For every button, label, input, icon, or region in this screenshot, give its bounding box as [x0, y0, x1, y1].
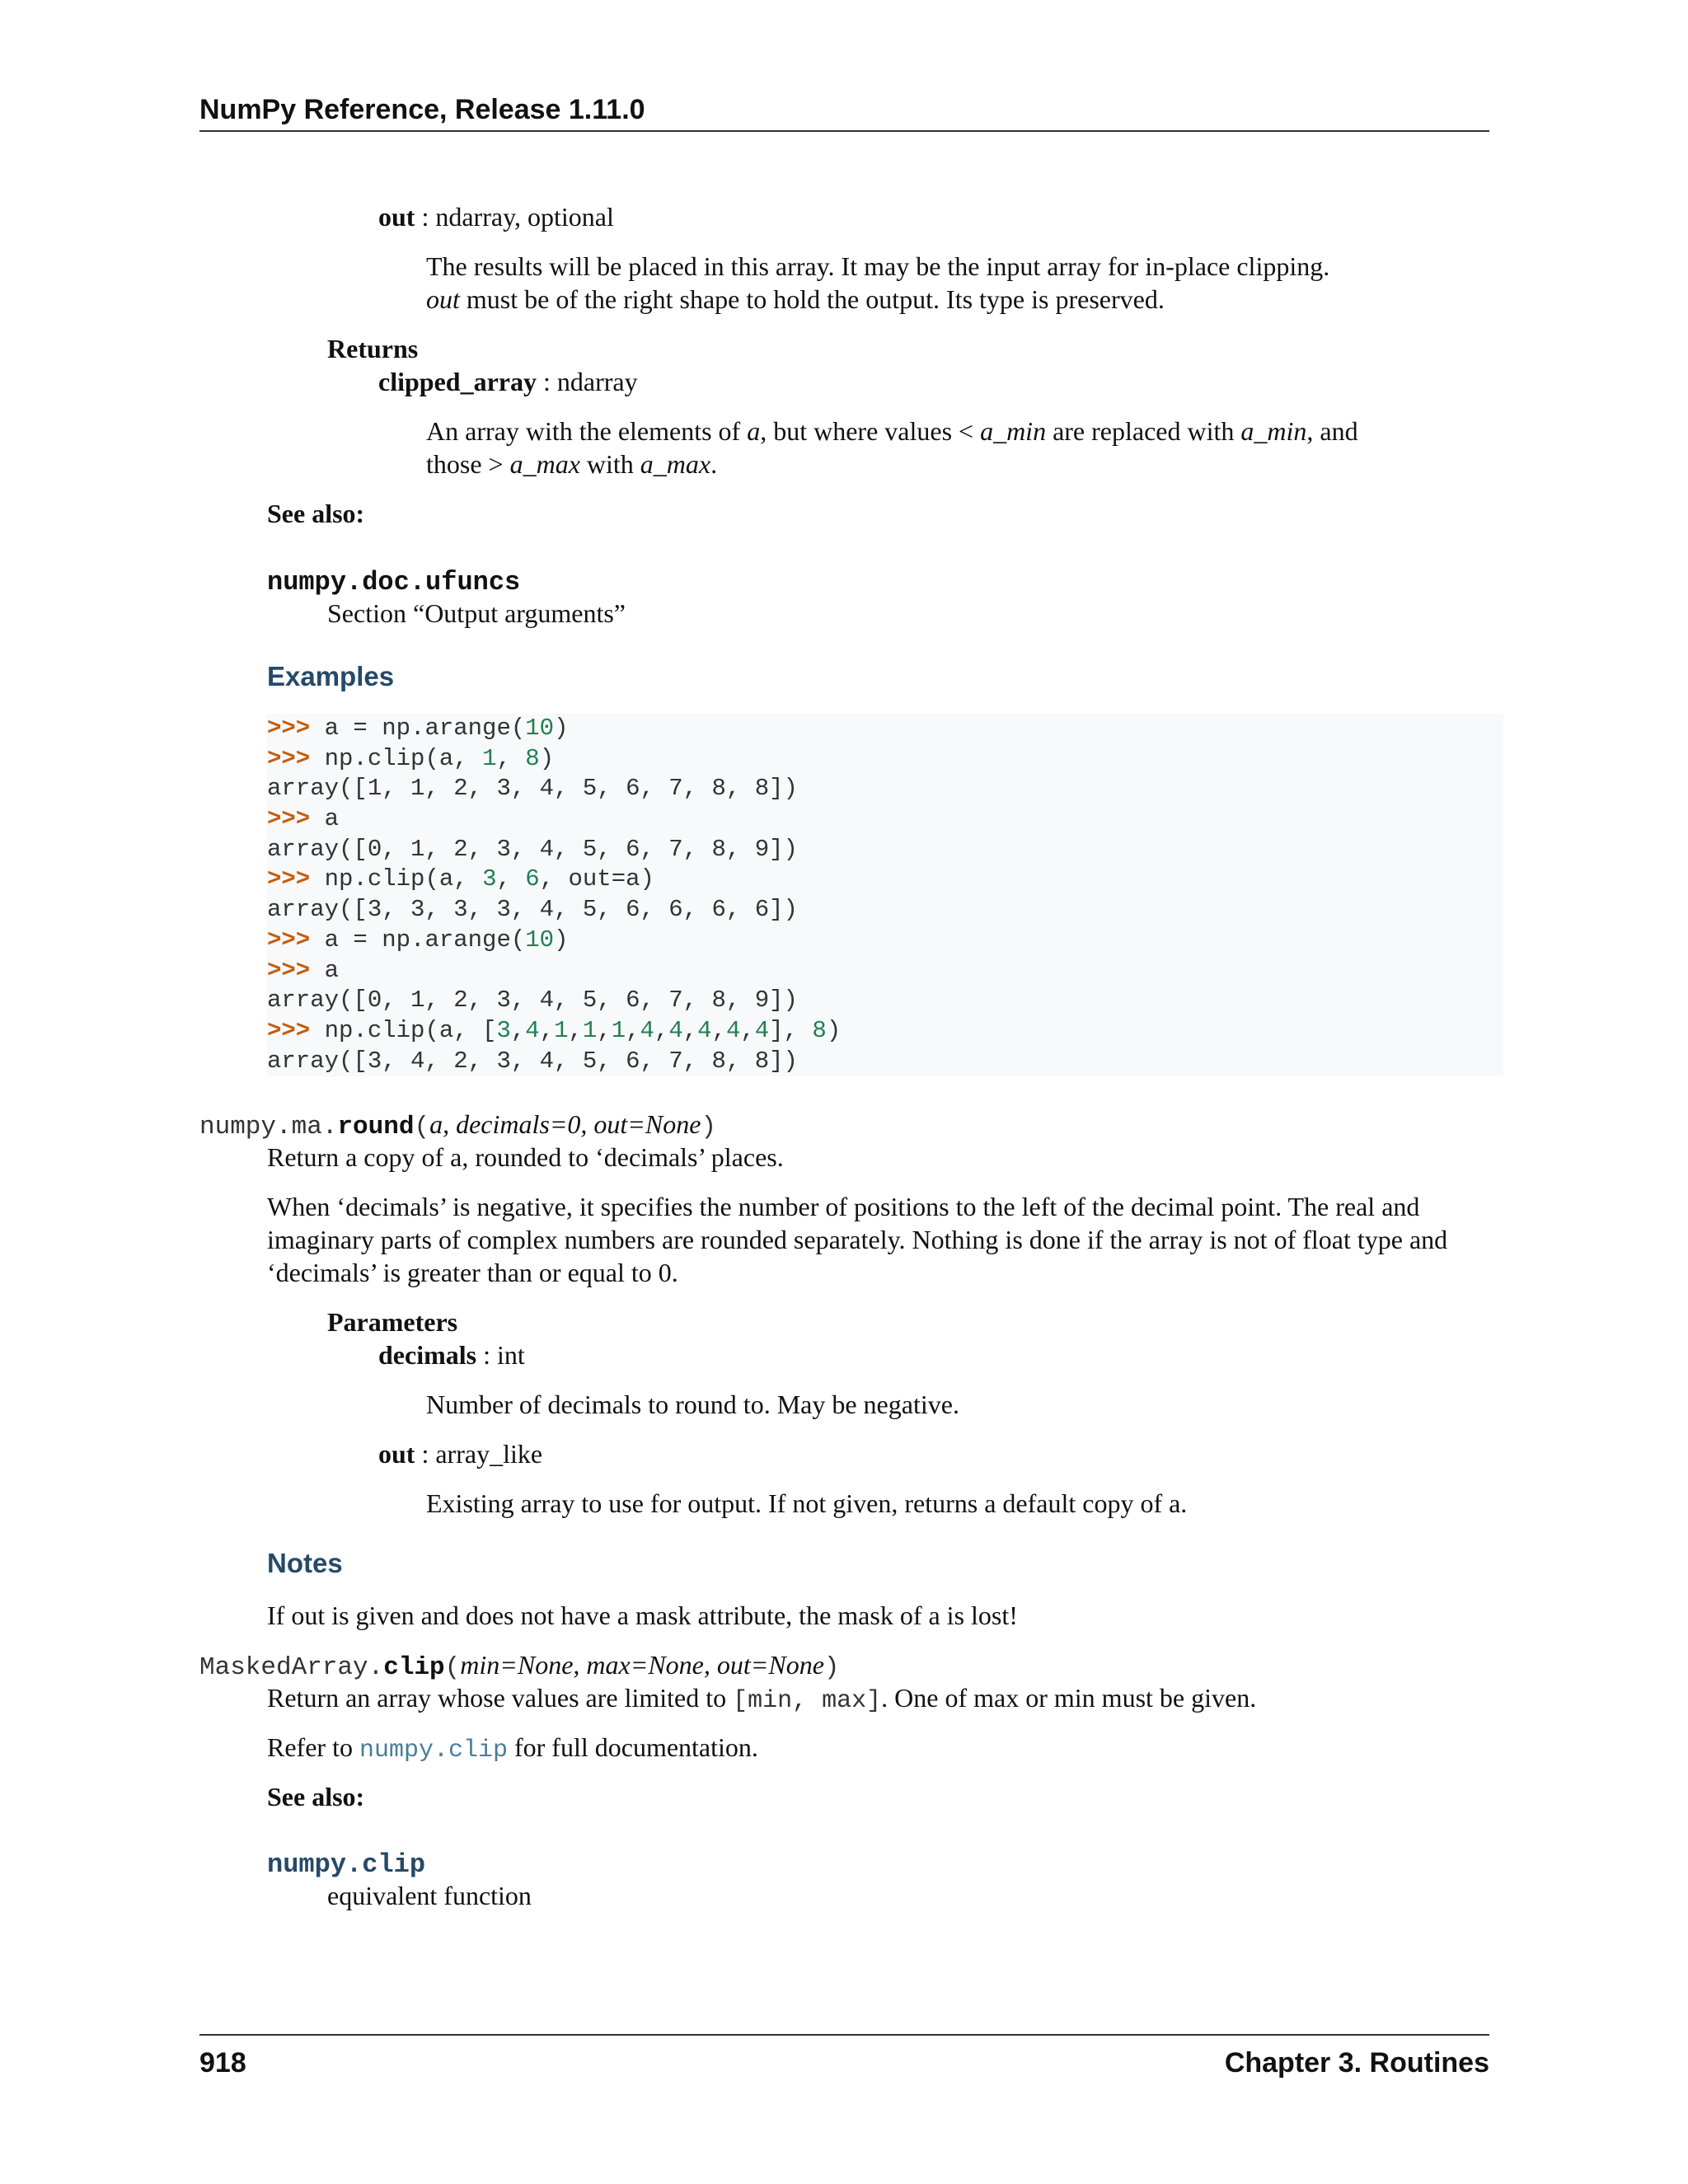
- code-number: 3: [482, 865, 497, 893]
- clip-sig-prefix: MaskedArray.: [199, 1653, 384, 1682]
- code-number: 8: [812, 1016, 827, 1044]
- clip-method-desc: [267, 1681, 1256, 1718]
- round-param-out-desc: Existing array to use for output. If not given, returns a default copy of a.: [426, 1488, 1188, 1518]
- round-desc-2-l1: When ‘decimals’ is negative, it specifies the number of positions to the left of the decimal point. The real and: [267, 1192, 1420, 1221]
- round-desc-2-l3: ‘decimals’ is greater than or equal to 0.: [267, 1258, 678, 1287]
- code-text: array([3, 4, 2, 3, 4, 5, 6, 7, 8, 8]): [267, 1047, 798, 1075]
- param-out-name: out: [378, 202, 415, 232]
- round-sig-name: round: [337, 1113, 415, 1141]
- notes-heading: Notes: [267, 1548, 343, 1578]
- code-line: [267, 926, 1503, 956]
- return-desc-italic: a_max: [640, 449, 711, 479]
- code-text: ,: [740, 1016, 755, 1044]
- code-text: ): [554, 715, 569, 742]
- code-line: [267, 714, 1503, 744]
- code-text: np.clip(a,: [324, 865, 483, 893]
- code-text: ,: [626, 1016, 640, 1044]
- code-text: a: [324, 956, 340, 984]
- code-number: 10: [525, 715, 555, 742]
- code-line: [267, 1047, 1503, 1077]
- return-desc-italic: a_max: [509, 449, 580, 479]
- round-param-decimals-line: [378, 1338, 525, 1371]
- round-desc-2-l2: imaginary parts of complex numbers are rounded separately. Nothing is done if the array is not of float type and: [267, 1225, 1448, 1254]
- round-sig-open: (: [414, 1113, 430, 1141]
- clip-sig-open: (: [444, 1653, 461, 1682]
- code-number: 8: [525, 744, 540, 772]
- clip-desc-code: [min, max]: [733, 1687, 882, 1715]
- code-line: [267, 895, 1503, 926]
- return-clipped-line: [378, 365, 638, 398]
- code-line: [267, 865, 1503, 895]
- round-param-out-type: array_like: [435, 1439, 543, 1469]
- code-text: ): [826, 1016, 842, 1044]
- param-out-desc-italic: out: [426, 284, 460, 314]
- code-number: 4: [525, 1016, 540, 1044]
- code-number: 6: [525, 865, 540, 893]
- clip-sig-args: min=None, max=None, out=None: [460, 1650, 824, 1680]
- round-params-label: Parameters: [327, 1307, 458, 1337]
- round-desc-1: Return a copy of a, rounded to ‘decimals’ places.: [267, 1142, 784, 1172]
- header-title: NumPy Reference, Release 1.11.0: [199, 94, 645, 125]
- see-also-ref-line: [267, 564, 520, 599]
- round-param-out-sep: :: [415, 1439, 436, 1469]
- code-text: a = np.arange(: [324, 715, 526, 742]
- code-text: ,: [711, 1016, 726, 1044]
- examples-heading: Examples: [267, 661, 395, 691]
- return-desc-italic: a_min: [980, 416, 1047, 446]
- see-also-desc: Section “Output arguments”: [327, 598, 626, 628]
- page-header: [199, 92, 1489, 132]
- round-param-decimals-type: int: [496, 1340, 525, 1370]
- code-text: ,: [496, 865, 526, 893]
- return-desc-italic: a_min: [1240, 416, 1307, 446]
- code-text: ): [539, 744, 555, 772]
- code-number: 4: [640, 1016, 654, 1044]
- code-text: , out=a): [539, 865, 654, 893]
- code-text: np.clip(a, [: [324, 1016, 497, 1044]
- code-line: [267, 774, 1503, 804]
- page-footer: [199, 2034, 1489, 2085]
- code-number: 10: [525, 926, 555, 954]
- code-number: 1: [611, 1016, 626, 1044]
- round-param-decimals-name: decimals: [378, 1340, 477, 1370]
- returns-label: Returns: [327, 334, 419, 363]
- return-desc-2: [426, 448, 717, 480]
- round-param-out-name: out: [378, 1439, 415, 1469]
- round-param-decimals-desc: Number of decimals to round to. May be negative.: [426, 1390, 959, 1419]
- code-number: 4: [754, 1016, 770, 1044]
- round-param-decimals-sep: :: [476, 1340, 497, 1370]
- notes-text: If out is given and does not have a mask attribute, the mask of a is lost!: [267, 1601, 1018, 1630]
- param-out-type: ndarray, optional: [435, 202, 614, 232]
- return-desc-text: are replaced with: [1046, 416, 1241, 446]
- code-text: array([3, 3, 3, 3, 4, 5, 6, 6, 6, 6]): [267, 896, 798, 924]
- code-text: a = np.arange(: [324, 926, 526, 954]
- param-out-line: [378, 200, 614, 233]
- return-desc-text: .: [710, 449, 718, 479]
- see-also-ref-link[interactable]: numpy.doc.ufuncs: [267, 567, 521, 598]
- clip-see-also-ref-line: [267, 1846, 425, 1882]
- refer-text: Refer to: [267, 1732, 359, 1762]
- code-prompt: >>>: [267, 865, 325, 893]
- return-type: ndarray: [556, 367, 638, 396]
- code-text: ,: [568, 1016, 583, 1044]
- return-desc-text: those >: [426, 449, 510, 479]
- code-prompt: >>>: [267, 956, 325, 984]
- code-text: array([0, 1, 2, 3, 4, 5, 6, 7, 8, 9]): [267, 987, 798, 1015]
- code-text: ,: [496, 744, 526, 772]
- param-out-desc-1: The results will be placed in this array. It may be the input array for in-place clipping.: [426, 251, 1330, 281]
- round-param-out-line: [378, 1437, 542, 1470]
- code-line: [267, 956, 1503, 987]
- code-text: ): [554, 926, 569, 954]
- return-desc-text: , and: [1306, 416, 1358, 446]
- clip-sig-close: ): [823, 1653, 840, 1682]
- chapter-title: Chapter 3. Routines: [1224, 2047, 1489, 2079]
- code-prompt: >>>: [267, 715, 325, 742]
- param-out-sep: :: [415, 202, 436, 232]
- round-sig-args: a, decimals=0, out=None: [429, 1109, 701, 1139]
- code-line: [267, 744, 1503, 775]
- page-number: 918: [199, 2047, 246, 2079]
- clip-desc-text: Return an array whose values are limited to: [267, 1683, 734, 1713]
- code-prompt: >>>: [267, 1016, 325, 1044]
- round-sig-prefix: numpy.ma.: [199, 1113, 338, 1141]
- code-number: 4: [725, 1016, 741, 1044]
- param-out-desc-2: [426, 283, 1165, 316]
- round-signature: [199, 1108, 716, 1144]
- return-desc-text: An array with the elements of: [426, 416, 748, 446]
- numpy-clip-link[interactable]: numpy.clip: [359, 1736, 508, 1765]
- code-number: 4: [697, 1016, 712, 1044]
- clip-sig-name: clip: [383, 1653, 445, 1682]
- code-text: ,: [654, 1016, 669, 1044]
- return-desc-1: [426, 415, 1358, 448]
- code-text: ],: [769, 1016, 813, 1044]
- code-text: array([1, 1, 2, 3, 4, 5, 6, 7, 8, 8]): [267, 775, 798, 803]
- code-number: 1: [482, 744, 497, 772]
- code-text: ,: [539, 1016, 555, 1044]
- code-line: [267, 986, 1503, 1016]
- clip-desc-text: . One of max or min must be given.: [881, 1683, 1257, 1713]
- code-number: 1: [582, 1016, 598, 1044]
- code-text: np.clip(a,: [324, 744, 483, 772]
- code-line: [267, 835, 1503, 865]
- code-prompt: >>>: [267, 926, 325, 954]
- return-desc-text: , but where values <: [760, 416, 981, 446]
- return-sep: :: [536, 367, 557, 396]
- refer-text: for full documentation.: [507, 1732, 758, 1762]
- return-desc-italic: a: [747, 416, 761, 446]
- code-text: ,: [597, 1016, 612, 1044]
- clip-see-also-desc: equivalent function: [327, 1881, 532, 1910]
- code-text: a: [324, 805, 340, 833]
- code-line: [267, 1016, 1503, 1047]
- code-text: array([0, 1, 2, 3, 4, 5, 6, 7, 8, 9]): [267, 835, 798, 863]
- clip-method-refer: [267, 1731, 758, 1767]
- code-line: [267, 804, 1503, 835]
- code-text: ,: [682, 1016, 698, 1044]
- return-name: clipped_array: [378, 367, 537, 396]
- clip-see-also-label: See also:: [267, 1782, 365, 1811]
- round-sig-close: ): [701, 1113, 717, 1141]
- clip-method-signature: [199, 1648, 840, 1685]
- param-out-desc-rest: must be of the right shape to hold the output. Its type is preserved.: [459, 284, 1165, 314]
- code-number: 1: [554, 1016, 569, 1044]
- code-example-block: [267, 714, 1503, 1076]
- see-also-label: See also:: [267, 499, 365, 528]
- return-desc-text: with: [579, 449, 640, 479]
- code-number: 3: [496, 1016, 511, 1044]
- code-prompt: >>>: [267, 805, 325, 833]
- code-number: 4: [668, 1016, 683, 1044]
- code-prompt: >>>: [267, 744, 325, 772]
- clip-see-also-ref-link[interactable]: numpy.clip: [267, 1849, 426, 1880]
- code-text: ,: [510, 1016, 526, 1044]
